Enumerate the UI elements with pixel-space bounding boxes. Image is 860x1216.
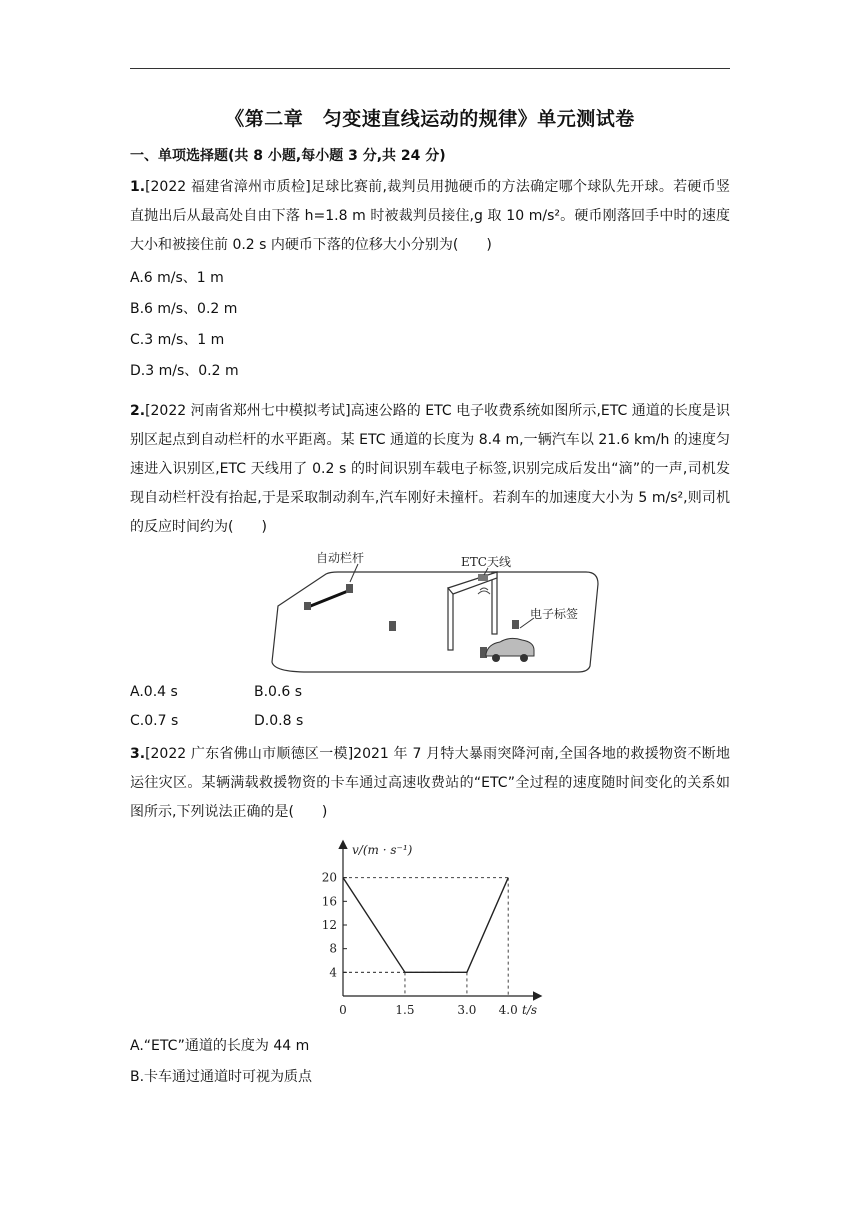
antenna-label: ETC天线 xyxy=(461,555,511,569)
question-number: 1. xyxy=(130,179,146,195)
gantry-pole xyxy=(492,572,497,634)
option-d: D.0.8 s xyxy=(254,713,304,729)
option-d: D.3 m/s、0.2 m xyxy=(130,363,239,379)
x-tick-label: 0 xyxy=(339,1003,347,1017)
lane-marker xyxy=(512,620,519,629)
y-tick-label: 8 xyxy=(329,941,337,956)
lane-outline xyxy=(272,572,598,672)
section-heading: 一、单项选择题(共 8 小题,每小题 3 分,共 24 分) xyxy=(130,148,446,164)
velocity-time-chart xyxy=(310,836,550,1022)
question-text: [2022 福建省漳州市质检]足球比赛前,裁判员用抛硬币的方法确定哪个球队先开球。若硬币竖直抛出后从最高处自由下落 h=1.8 m 时被裁判员接住,g 取 10 m/s²。硬币刚落回手中时的速度大小和被接住前 0.2 s 内硬币下落的位移大小分别为( ) xyxy=(130,179,730,253)
barrier-arm xyxy=(308,591,348,607)
x-tick-label: 3.0 xyxy=(457,1003,477,1017)
option-c: C.0.7 s xyxy=(130,713,179,729)
option-b: B.卡车通过通道时可视为质点 xyxy=(130,1069,313,1085)
y-tick-label: 4 xyxy=(329,965,337,980)
gantry-pole xyxy=(448,588,453,650)
page-title: 《第二章 匀变速直线运动的规律》单元测试卷 xyxy=(225,108,635,130)
option-c: C.3 m/s、1 m xyxy=(130,332,225,348)
option-b: B.0.6 s xyxy=(254,684,303,700)
option-b: B.6 m/s、0.2 m xyxy=(130,301,238,317)
gantry-beam xyxy=(448,572,497,594)
car-icon xyxy=(486,638,534,656)
question-2 xyxy=(130,397,730,542)
question-text: [2022 广东省佛山市顺德区一模]2021 年 7 月特大暴雨突降河南,全国各地的救援物资不断地运往灾区。某辆满载救援物资的卡车通过高速收费站的“ETC”全过程的速度随时间变化的关系如图所示,下列说法正确的是( ) xyxy=(130,746,730,820)
etc-diagram xyxy=(268,544,608,676)
x-axis-label: t/s xyxy=(522,1003,538,1017)
question-number: 2. xyxy=(130,403,146,419)
option-a: A.6 m/s、1 m xyxy=(130,270,224,286)
option-a: A.“ETC”通道的长度为 44 m xyxy=(130,1038,310,1054)
tag-label: 电子标签 xyxy=(530,607,579,621)
y-tick-label: 20 xyxy=(321,870,337,885)
series-line xyxy=(343,878,508,973)
x-tick-label: 1.5 xyxy=(395,1003,415,1017)
option-a: A.0.4 s xyxy=(130,684,178,700)
question-3 xyxy=(130,740,730,827)
top-rule xyxy=(130,68,730,69)
y-tick-label: 12 xyxy=(321,918,337,932)
antenna xyxy=(478,574,488,581)
barrier-label: 自动栏杆 xyxy=(316,551,365,565)
question-1 xyxy=(130,173,730,260)
question-text: [2022 河南省郑州七中模拟考试]高速公路的 ETC 电子收费系统如图所示,ETC 通道的长度是识别区起点到自动栏杆的水平距离。某 ETC 通道的长度为 8.4 m,一辆汽车以 21.6 km/h 的速度匀速进入识别区,ETC 天线用了 0.2 s 的时间识别车载电子标签,识别完成后发出“滴”的一声,司机发现自动栏杆没有抬起,于是采取制动刹车,汽车刚好未撞杆。若刹车的加速度大小为 5 m/s²,则司机的反应时间约为( ) xyxy=(130,403,730,535)
barrier-post xyxy=(346,584,353,593)
lane-marker xyxy=(389,621,396,631)
y-axis-label: v/(m · s⁻¹) xyxy=(352,843,413,857)
y-tick-label: 16 xyxy=(321,894,337,909)
question-number: 3. xyxy=(130,746,146,762)
x-tick-label: 4.0 xyxy=(498,1003,518,1017)
